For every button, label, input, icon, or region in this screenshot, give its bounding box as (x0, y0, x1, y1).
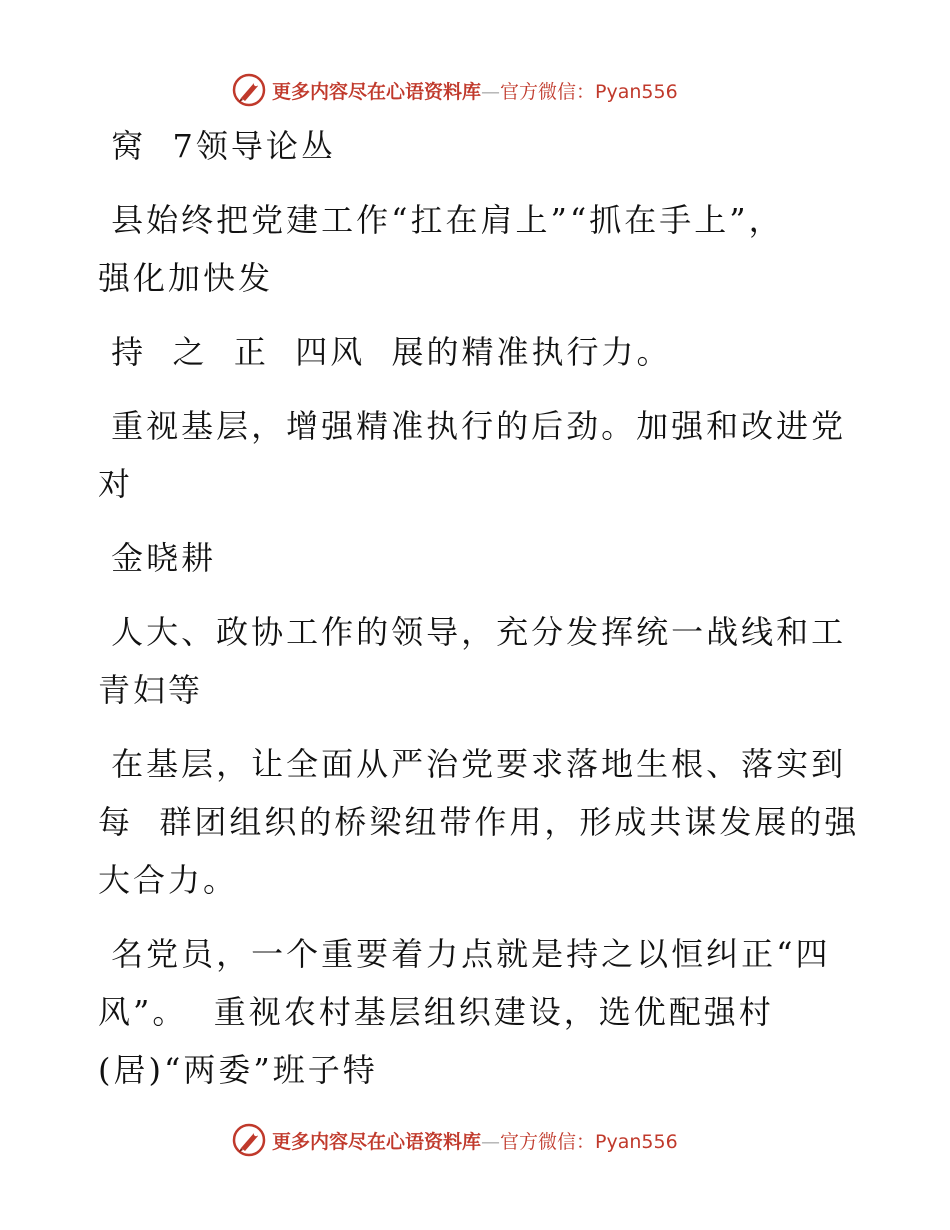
banner-text (272, 1127, 678, 1154)
text-line: 县始终把党建工作“扛在肩上”“抓在手上”， (98, 201, 784, 239)
text-line: 强化加快发 (98, 259, 274, 297)
text-line: 人大、政协工作的领导，充分发挥统一战线和工 (98, 613, 847, 651)
pen-seal-logo-icon (232, 73, 266, 107)
banner-contact: 官方微信：Pyan556 (500, 80, 678, 103)
banner-dash: — (481, 1130, 501, 1153)
text-line: 持 之 正 四风 展的精准执行力。 (98, 333, 672, 371)
banner-text (272, 77, 678, 104)
text-line: (居)“两委”班子特 (98, 1051, 378, 1089)
text-line: 名党员，一个重要着力点就是持之以恒纠正“四 (98, 935, 831, 973)
text-line: 风”。 重视农村基层组织建设，选优配强村 (98, 993, 774, 1031)
footer-banner (232, 1120, 752, 1160)
text-line: 窝 7领导论丛 (98, 127, 336, 165)
banner-title: 更多内容尽在心语资料库 (272, 1130, 482, 1153)
text-line: 在基层，让全面从严治党要求落地生根、落实到 (98, 745, 847, 783)
banner-title: 更多内容尽在心语资料库 (272, 80, 482, 103)
text-line: 金晓耕 (98, 539, 217, 577)
pen-seal-logo-icon (232, 1123, 266, 1157)
text-line: 大合力。 (98, 861, 239, 899)
text-line: 每 群团组织的桥梁纽带作用，形成共谋发展的强 (98, 803, 860, 841)
header-banner (232, 70, 752, 110)
banner-dash: — (481, 80, 501, 103)
text-line: 青妇等 (98, 671, 204, 709)
banner-contact: 官方微信：Pyan556 (500, 1130, 678, 1153)
text-line: 重视基层，增强精准执行的后劲。加强和改进党 (98, 407, 847, 445)
text-line: 对 (98, 465, 134, 503)
